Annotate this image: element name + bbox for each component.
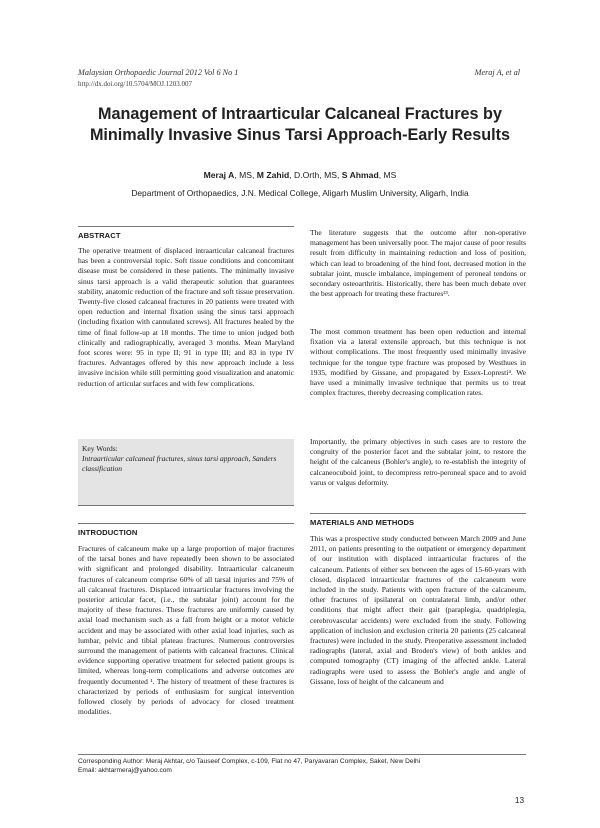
keywords-text: Intraarticular calcaneal fractures, sinus tarsi approach, Sanders classification [82,454,277,473]
author-1-degree: , MS, [234,170,257,180]
keywords-label: Key Words: [82,444,118,453]
journal-name: Malaysian Orthopaedic Journal 2012 Vol 6 No 1 [78,68,239,77]
abstract-heading: ABSTRACT [78,231,121,240]
introduction-heading: INTRODUCTION [78,528,138,537]
affiliation: Department of Orthopaedics, J.N. Medical College, Aligarh Muslim University, Aligarh, India [131,188,469,198]
paragraph-literature: The literature suggests that the outcome after non-operative management has been universally poor. The major cause of poor results result from difficulty in maintaining reduction and loss of position, which can lead to broadening of the hind foot, decreased motion in the subtalar joint, muscle imbalance, impingement of peroneal tendons or secondary osteoarthritis. Historically, there has been much debate over the best approach for treating these fractures²³. [310,228,526,299]
keywords-box [78,439,294,505]
introduction-section [78,523,294,717]
materials-methods-section [310,513,526,687]
doi-link[interactable]: http://dx.doi.org/10.5704/MOJ.1203.007 [78,80,193,88]
author-3-degree: , MS [378,170,397,180]
introduction-text: Fractures of calcaneum make up a large proportion of major fractures of the tarsal bones and have repeatedly been shown to be associated with significant and prolonged disability. Intraarticular calcaneum fractures of calcaneum comprise 60% of all tarsal injuries and 75% of all calcaneal fractures. Displaced intraarticular fractures involving the posterior articular facet, (i.e., the subtalar joint) account for the majority of these fractures. These fractures are uniformly caused by axial load mechanism such as a fall from height or a motor vehicle accident and may be associated with other axial load injuries, such as lumbar, pelvic and tibial plateau fractures. Numerous controversies surround the management of patients with calcaneal fractures. Clinical evidence supporting operative treatment for selected patient groups is limited, whereas long-term complications and adverse outcomes are frequently documented ¹. The history of treatment of these fractures is characterized by periods of enthusiasm for surgical intervention followed closely by periods of advocacy for closed treatment modalities. [78,544,294,717]
author-2-name: M Zahid [256,170,290,180]
corresponding-author-line: Corresponding Author: Meraj Akhtar, c/o Tauseef Complex, c-109, Flat no 47, Paryavaran Complex, Saket, New Delhi [78,758,421,765]
materials-heading: MATERIALS AND METHODS [310,518,415,527]
page-number: 13 [514,796,524,805]
abstract-top-rule [78,226,294,227]
introduction-top-rule [78,523,294,524]
abstract-section [78,226,294,389]
author-3-name: S Ahmad [341,170,379,180]
author-2-degree: , D.Orth, MS, [289,170,342,180]
keywords-bottom-rule [78,505,294,506]
materials-text: This was a prospective study conducted between March 2009 and June 2011, on patients presenting to the outpatient or emergency department of our institution with displaced intraarticular fractures of the calcaneum. Patients of either sex between the ages of 15-60-years with closed, displaced intraarticular fractures of the calcaneum were included in the study. Patients with open fracture of the calcaneum, other fractures of ipsilateral on contralateral limb, and/or other conditions that might affect their gait (paraplegia, quadriplegia, cerebrovascular accidents) were excluded from the study. Following application of inclusion and exclusion criteria 20 patients (25 calcaneal fractures) were included in the study. Preoperative assessment included radiographs (lateral, axial and Broden's view) of both ankles and computed tomography (CT) imaging of the affected ankle. Lateral radiographs were used to assess the Bohler's angle and angle of Gissane, loss of height of the calcaneum and [310,534,526,686]
materials-top-rule [310,513,526,514]
footer-rule [78,754,526,755]
abstract-text: The operative treatment of displaced intraarticular calcaneal fractures has been a controversial topic. Soft tissue conditions and concomitant disease must be considered in these patients. The minimally invasive sinus tarsi approach is a valid therapeutic solution that guarantees stability, anatomic reduction of the fracture and soft tissue preservation. Twenty-five closed calcaneal fractures in 20 patients were treated with open reduction and internal fixation using the sinus tarsi approach (including fixation with cannulated screws). All fractures healed by the time of final follow-up at 18 months. The time to union judged both clinically and radiographically, averaged 3 months. Mean Maryland foot scores were: 95 in type II; 91 in type III; and 83 in type IV fractures. Advantages offered by this new approach include a less invasive incision while still permitting good visualization and anatomic reduction of articular surfaces and with few complications. [78,246,294,388]
author-1-name: Meraj A [203,170,235,180]
author-email[interactable]: Email: akhtarmeraj@yahoo.com [78,767,172,774]
article-title: Management of Intraarticular Calcaneal Fractures by Minimally Invasive Sinus Tarsi Approach-Early Results [89,105,511,144]
running-head-authors: Meraj A, et al [474,68,520,77]
paragraph-objectives: Importantly, the primary objectives in such cases are to restore the congruity of the posterior facet and the subtalar joint, to restore the height of the calcaneus (Bohler's angle), to re-establish the integrity of calcaneocuboid joint, to decompress retro-peroneal space and to avoid varus or valgus deformity. [310,437,526,487]
paragraph-treatment: The most common treatment has been open reduction and internal fixation via a lateral extensile approach, but this technique is not without complications. The most frequently used minimally invasive technique for the tongue type fracture was proposed by Westhues in 1935, modified by Gissane, and propagated by Essex-Lopresti⁴. We have used a minimally invasive technique that permits us to treat complex fractures, thereby decreasing complication rates. [310,327,526,398]
corresponding-author-footer [78,757,526,775]
author-byline [60,170,540,180]
